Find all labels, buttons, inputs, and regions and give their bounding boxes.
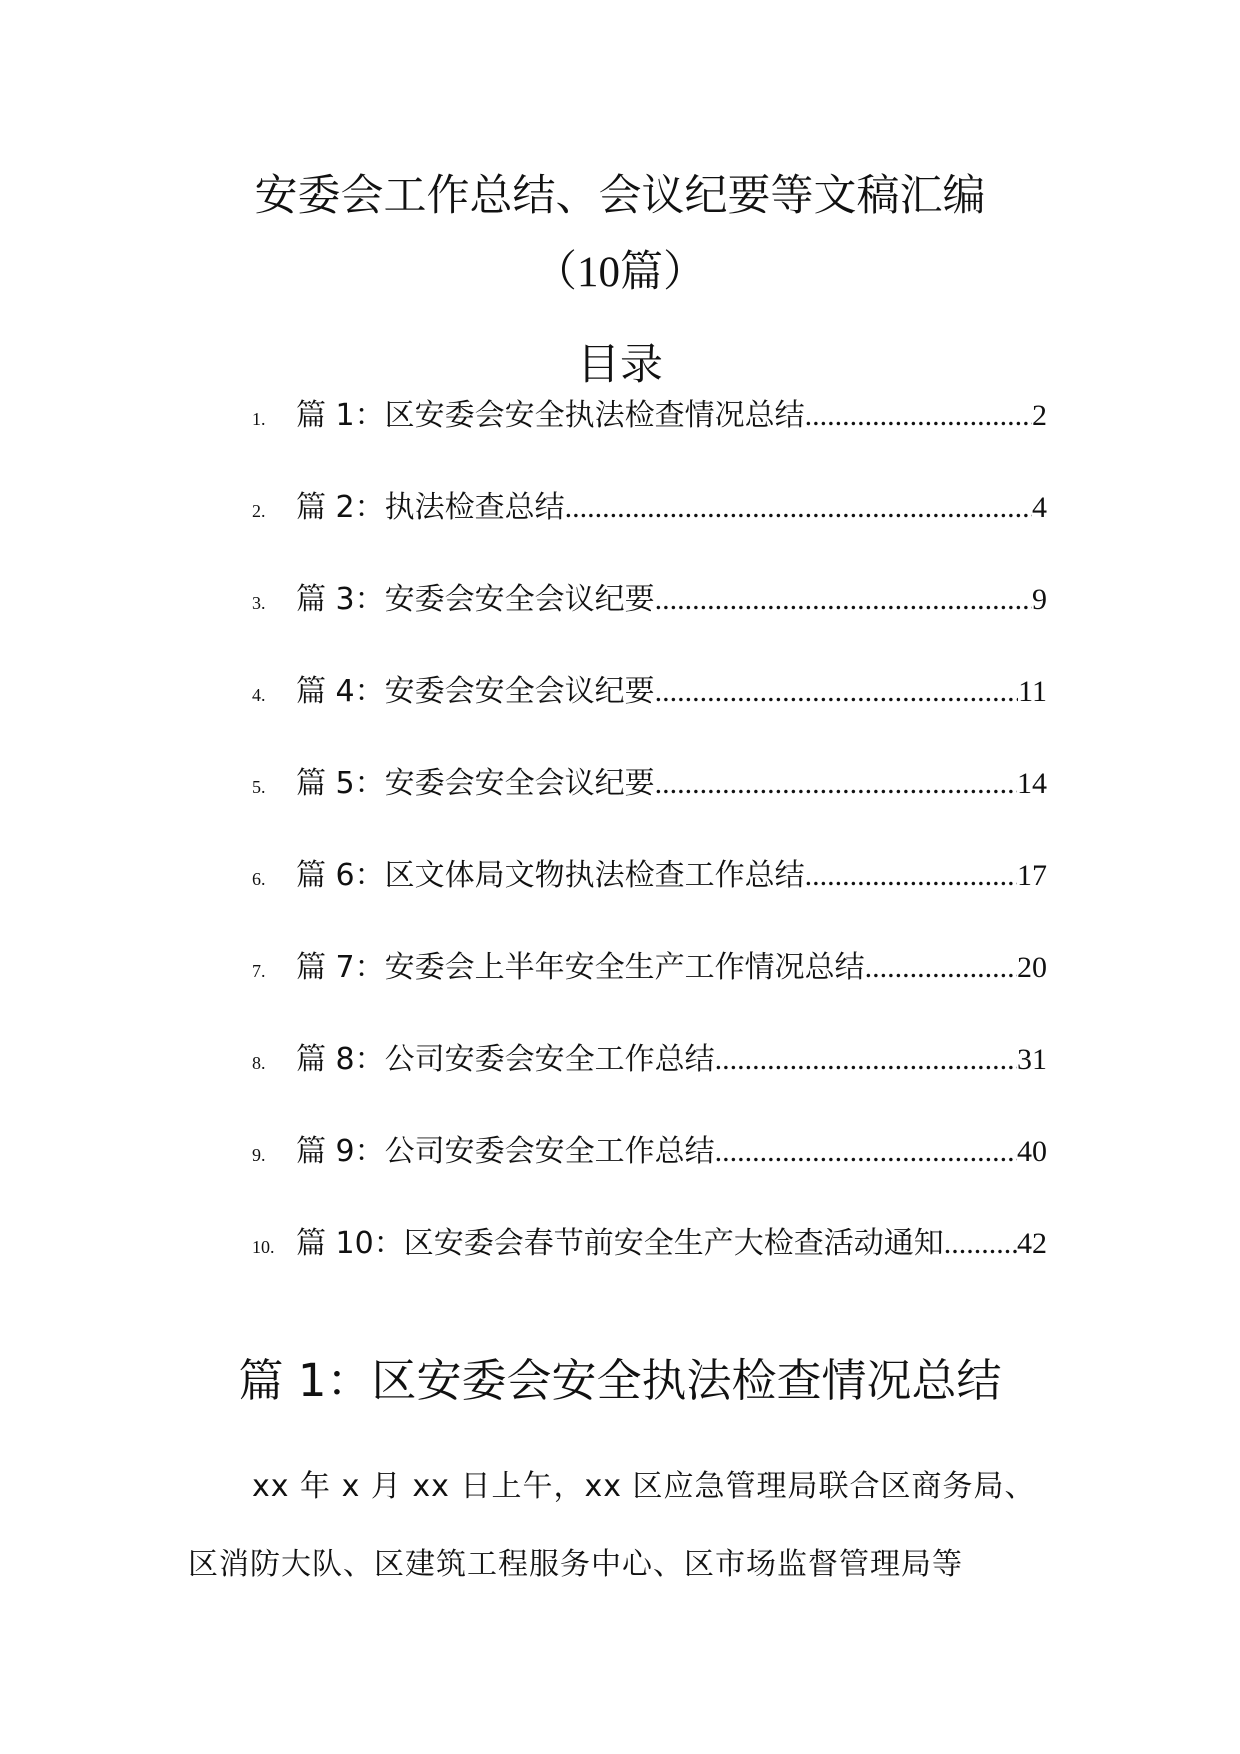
toc-entry-title: 篇 2：执法检查总结: [296, 490, 565, 525]
toc-entry[interactable]: [252, 1034, 1047, 1080]
toc-entry-page: 17: [1017, 859, 1047, 892]
toc-entry-title: 篇 9：公司安委会安全工作总结: [296, 1134, 715, 1169]
toc-entry-number: 6.: [252, 869, 266, 889]
toc-entry-title: 篇 6：区文体局文物执法检查工作总结: [296, 858, 805, 893]
toc-entry-title: 篇 8：公司安委会安全工作总结: [296, 1042, 715, 1077]
toc-entry-number: 1.: [252, 409, 266, 429]
toc-dot-leader: [865, 951, 1017, 985]
toc-entry[interactable]: [252, 758, 1047, 804]
toc-entry-number: 7.: [252, 961, 266, 981]
toc-heading: 目录: [577, 340, 663, 390]
toc-entry-number: 9.: [252, 1145, 266, 1165]
toc-entry-number: 10.: [252, 1237, 275, 1257]
toc-dot-leader: [715, 1135, 1017, 1169]
toc-dot-leader: [944, 1227, 1017, 1261]
toc-entry-title: 篇 1：区安委会安全执法检查情况总结: [296, 398, 805, 433]
toc-entry[interactable]: [252, 390, 1047, 436]
toc-dot-leader: [655, 583, 1032, 617]
toc-entry-page: 2: [1032, 399, 1047, 432]
toc-entry[interactable]: [252, 1218, 1047, 1264]
title-count-number: 10: [577, 249, 620, 296]
toc-entry[interactable]: [252, 482, 1047, 528]
toc-entry[interactable]: [252, 574, 1047, 620]
toc-entry-page: 9: [1032, 583, 1047, 616]
toc-entry[interactable]: [252, 666, 1047, 712]
toc-dot-leader: [655, 767, 1017, 801]
toc-entry-number: 2.: [252, 501, 266, 521]
toc-entry-title: 篇 7：安委会上半年安全生产工作情况总结: [296, 950, 865, 985]
toc-entry-page: 42: [1017, 1227, 1047, 1260]
toc-entry-title: 篇 5：安委会安全会议纪要: [296, 766, 655, 801]
toc-entry-page: 40: [1017, 1135, 1047, 1168]
toc-entry-number: 8.: [252, 1053, 266, 1073]
toc-dot-leader: [715, 1043, 1017, 1077]
toc-entry-page: 31: [1017, 1043, 1047, 1076]
title-count-rest: 篇）: [620, 247, 706, 297]
toc-dot-leader: [565, 491, 1032, 525]
toc-dot-leader: [655, 675, 1018, 709]
toc-entry-page: 20: [1017, 951, 1047, 984]
toc-entry-title: 篇 3：安委会安全会议纪要: [296, 582, 655, 617]
toc-dot-leader: [805, 399, 1032, 433]
toc-entry-title: 篇 4：安委会安全会议纪要: [296, 674, 655, 709]
toc-entry[interactable]: [252, 850, 1047, 896]
toc-entry-page: 4: [1032, 491, 1047, 524]
toc-entry-number: 3.: [252, 593, 266, 613]
toc-entry-page: 11: [1018, 675, 1047, 708]
toc-entry[interactable]: [252, 942, 1047, 988]
toc-entry[interactable]: [252, 1126, 1047, 1172]
body-paragraph: xx 年 x 月 xx 日上午，xx 区应急管理局联合区商务局、区消防大队、区建筑工程服务中心、区市场监督管理局等: [188, 1469, 1036, 1582]
toc-dot-leader: [805, 859, 1017, 893]
toc-entry-title: 篇 10：区安委会春节前安全生产大检查活动通知: [296, 1226, 944, 1261]
toc-entry-page: 14: [1017, 767, 1047, 800]
toc-entry-number: 4.: [252, 685, 266, 705]
section-heading: 篇 1：区安委会安全执法检查情况总结: [238, 1354, 1002, 1407]
title-paren-open: （: [534, 247, 577, 297]
toc-entry-number: 5.: [252, 777, 266, 797]
document-title: 安委会工作总结、会议纪要等文稿汇编: [254, 171, 986, 221]
